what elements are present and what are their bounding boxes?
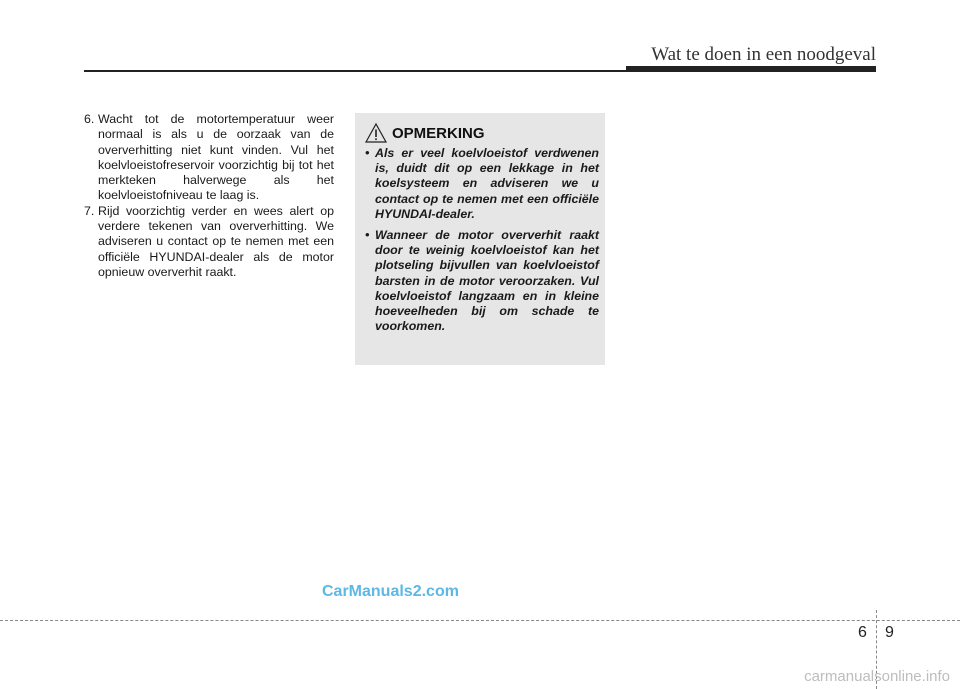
- page-number: 9: [885, 624, 894, 641]
- step-number: 7.: [84, 203, 95, 218]
- instruction-steps: [84, 112, 334, 280]
- step-text: Rijd voorzichtig verder en wees alert op verdere tekenen van oververhitting. We adviseren u contact op te nemen met een officiële HYUNDAI-dealer als de motor opnieuw oververhit raakt.: [98, 203, 334, 279]
- footer-site-link[interactable]: carmanualsonline.info: [804, 668, 950, 685]
- notice-item-text: Als er veel koelvloeistof verdwenen is, duidt dit op een lekkage in het koelsysteem en adviseren we u contact op te nemen met een officiële HYUNDAI-dealer.: [375, 146, 599, 221]
- notice-item: [365, 228, 599, 334]
- notice-title: OPMERKING: [392, 124, 485, 142]
- warning-triangle-icon: [365, 122, 387, 144]
- watermark-link[interactable]: CarManuals2.com: [322, 583, 459, 600]
- notice-item: [365, 146, 599, 222]
- step-item: [84, 204, 334, 280]
- chapter-number: 6: [858, 624, 867, 641]
- footer-rule: [0, 620, 960, 621]
- header-rule-accent: [626, 66, 876, 72]
- notice-box: [355, 113, 605, 365]
- step-number: 6.: [84, 112, 95, 126]
- bullet: •: [365, 146, 370, 160]
- notice-header: [365, 122, 599, 144]
- step-item: [84, 112, 334, 204]
- bullet: •: [365, 228, 370, 243]
- page-header-title: Wat te doen in een noodgeval: [651, 44, 876, 65]
- notice-item-text: Wanneer de motor oververhit raakt door te weinig koelvloeistof kan het plotseling bijvullen van koelvloeistof barsten in de motor veroorzaken. Vul koelvloeistof langzaam en in kleine hoeveelheden bij om schade te voorkomen.: [375, 228, 599, 334]
- notice-list: [365, 146, 599, 334]
- step-text: Wacht tot de motortemperatuur weer normaal is als u de oorzaak van de oververhitting niet kunt vinden. Vul het koelvloeistofreservoir voorzichtig bij tot het merkteken halverwege als het koelvloeistofniveau te laag is.: [98, 112, 334, 203]
